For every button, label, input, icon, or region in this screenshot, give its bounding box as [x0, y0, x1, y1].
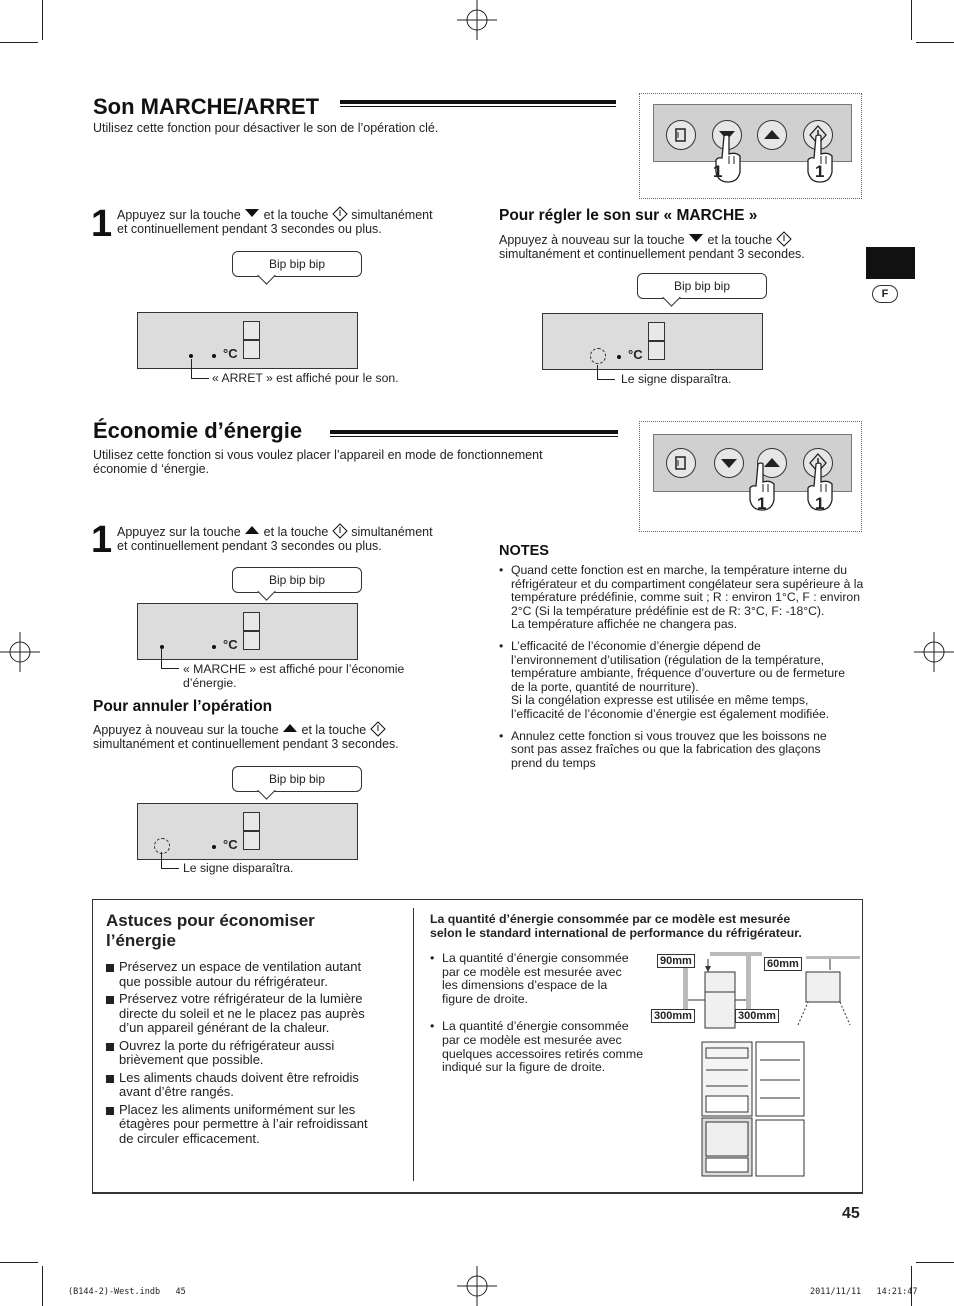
up-triangle-icon — [282, 722, 298, 734]
marche-display — [542, 313, 763, 370]
cancel-line2: simultanément et continuellement pendant 3 secondes. — [93, 737, 399, 751]
notes-list — [499, 564, 864, 770]
marche-line1a: Appuyez à nouveau sur la touche — [499, 233, 685, 247]
note-line: Annulez cette fonction si vous trouvez que les boissons ne — [511, 728, 827, 743]
eco-title-rule-thin — [330, 436, 618, 437]
tip-line: Ouvrez la porte du réfrigérateur aussi — [119, 1037, 335, 1053]
registration-mark-left — [0, 630, 44, 674]
note-item: • Quand cette fonction est en marche, la température interne du réfrigérateur et du compartiment congélateur sera supérieure à la température prédéfinie, comme suit ; R : environ 1°C, F : environ 2°C (Si la température prédéfinie est de R: 3°C, F: -18°C). La température affichée ne changera pas. — [499, 563, 864, 632]
cancel-caption: Le signe disparaîtra. — [183, 861, 294, 875]
son-caption-leader-h — [191, 378, 209, 379]
cancel-caption-leader-h — [161, 868, 179, 869]
up-button-icon — [757, 120, 787, 150]
panel-step-label: 1 — [757, 494, 767, 513]
son-caption: « ARRET » est affiché pour le son. — [212, 371, 399, 385]
side-tab-block — [866, 247, 915, 279]
tip-line: Préservez un espace de ventilation autant — [119, 959, 362, 974]
registration-mark-top — [455, 0, 499, 44]
eco-caption-line2: d’énergie. — [183, 676, 237, 690]
son-step-line1c: simultanément — [351, 208, 433, 222]
son-marche-heading: Pour régler le son sur « MARCHE » — [499, 207, 758, 224]
eco-step-text — [117, 523, 487, 553]
tip-line: La quantité d’énergie consommée — [442, 1019, 629, 1034]
son-step-text — [117, 206, 487, 236]
tip-line: Placez les aliments uniformément sur les — [119, 1101, 356, 1117]
registration-mark-right — [910, 630, 954, 674]
tip-line: les dimensions d’espace de la — [442, 978, 608, 993]
note-line: l’environnement d’utilisation (régulation de la température, — [511, 652, 824, 667]
page-number: 45 — [842, 1205, 860, 1222]
tips-divider — [413, 908, 414, 1181]
tip-line: Préservez votre réfrigérateur de la lumière — [119, 991, 363, 1006]
tip-line: par ce modèle est mesurée avec — [442, 964, 622, 979]
tip-line: brièvement que possible. — [119, 1052, 264, 1067]
eco-step-line1b: et la touche — [263, 525, 329, 539]
cancel-bip-bubble: Bip bip bip — [232, 766, 362, 792]
son-title-rule — [340, 100, 616, 104]
tips-title — [106, 911, 315, 951]
dim-label-top: 90mm — [657, 954, 695, 968]
marche-line1b: et la touche — [707, 233, 773, 247]
eco-intro — [93, 448, 613, 476]
note-line: Quand cette fonction est en marche, la température interne du — [511, 563, 848, 577]
note-line: réfrigérateur et du compartiment congélateur sera supérieure à la — [511, 576, 864, 591]
note-line: température ambiante, fréquence d’ouverture ou de fermeture — [511, 666, 845, 681]
son-step-line1b: et la touche — [263, 208, 329, 222]
tips-list — [106, 960, 406, 1146]
eco-caption — [183, 662, 404, 690]
son-step-line2: et continuellement pendant 3 secondes ou plus. — [117, 222, 382, 236]
son-step-line1a: Appuyez sur la touche — [117, 208, 241, 222]
marche-caption: Le signe disparaîtra. — [621, 372, 732, 386]
tips-right-list — [430, 952, 655, 1075]
note-line: température prédéfinie, comme suit ; R : environ 1°C, F : environ — [511, 590, 860, 605]
note-line: 2°C (Si la température prédéfinie est de R: 3°C, F: -18°C). — [511, 603, 825, 618]
notes-heading: NOTES — [499, 543, 549, 559]
son-step-number: 1 — [91, 203, 113, 245]
note-item: • Annulez cette fonction si vous trouvez que les boissons ne sont pas assez fraîches ou que la fabrication des glaçons prend du temps — [499, 728, 827, 770]
tip-item — [106, 1039, 406, 1068]
note-line: de la porte, quantité de nourriture). — [511, 679, 699, 694]
tip-line: Les aliments chauds doivent être refroidis — [119, 1069, 359, 1085]
eco-intro-line2: économie d ‘énergie. — [93, 462, 210, 476]
tip-line: indiqué sur la figure de droite. — [442, 1060, 606, 1075]
express-key-icon — [332, 523, 348, 539]
note-line: l’efficacité de l’économie d’énergie est également modifiée. — [511, 706, 830, 721]
tips-right-heading — [430, 912, 802, 940]
panel-step-label: 1 — [815, 162, 825, 181]
tip-line: étagères pour permettre à l’air refroidissant — [119, 1116, 368, 1131]
eco-display — [137, 603, 358, 660]
tip-item — [106, 992, 406, 1036]
degree-unit: °C — [628, 347, 643, 362]
degree-unit: °C — [223, 346, 238, 361]
cancel-caption-leader — [161, 852, 162, 868]
door-alarm-button-icon — [666, 448, 696, 478]
eco-intro-line1: Utilisez cette fonction si vous voulez placer l’appareil en mode de fonctionnement — [93, 448, 543, 462]
eco-cancel-text — [93, 721, 473, 751]
tip-line: par ce modèle est mesurée avec — [442, 1032, 622, 1047]
son-control-panel — [639, 93, 862, 199]
marche-line2: simultanément et continuellement pendant 3 secondes. — [499, 247, 805, 261]
tip-item — [106, 1071, 406, 1100]
eco-title: Économie d’énergie — [93, 418, 303, 443]
panel-step-label: 1 — [713, 162, 723, 181]
registration-mark-bottom — [455, 1262, 499, 1306]
fridge-interior-diagram — [700, 1040, 808, 1180]
eco-step-line2: et continuellement pendant 3 secondes ou plus. — [117, 539, 382, 553]
eco-caption-leader — [161, 648, 162, 668]
eco-caption-line1: « MARCHE » est affiché pour l’économie — [183, 662, 405, 676]
eco-control-panel — [639, 421, 862, 532]
tip-line: avant d’être rangés. — [119, 1084, 234, 1099]
eco-step-number: 1 — [91, 519, 113, 561]
eco-bip-bubble: Bip bip bip — [232, 567, 362, 593]
footer-timestamp: 2011/11/11 14:21:47 — [810, 1287, 918, 1297]
down-triangle-icon — [688, 232, 704, 244]
son-bip-bubble: Bip bip bip — [232, 251, 362, 277]
son-display — [137, 312, 358, 369]
son-intro: Utilisez cette fonction pour désactiver le son de l’opération clé. — [93, 121, 439, 135]
eco-cancel-heading: Pour annuler l’opération — [93, 698, 273, 715]
panel-step-label: 1 — [815, 494, 825, 513]
tip-line: que possible autour du réfrigérateur. — [119, 973, 328, 989]
note-line: sont pas assez fraîches ou que la fabrication des glaçons — [511, 742, 821, 757]
eco-title-rule — [330, 430, 618, 434]
express-key-icon — [370, 721, 386, 737]
side-tab-label: F — [872, 285, 898, 303]
tip-line: directe du soleil et ne le placez pas auprès — [119, 1005, 365, 1021]
down-triangle-icon — [244, 207, 260, 219]
up-triangle-icon — [244, 524, 260, 536]
tip-item — [106, 1103, 406, 1147]
dashed-circle-icon — [590, 348, 606, 364]
tip-line: de circuler efficacement. — [119, 1130, 260, 1146]
note-line: prend du temps — [511, 755, 596, 770]
tip-item — [106, 960, 406, 989]
tips-right-heading-line1: La quantité d’énergie consommée par ce modèle est mesurée — [430, 912, 791, 926]
tips-right-item: • La quantité d’énergie consommée par ce modèle est mesurée avec les dimensions d’espace de la figure de droite. — [430, 951, 629, 1006]
eco-step-line1a: Appuyez sur la touche — [117, 525, 241, 539]
note-item: • L’efficacité de l’économie d’énergie dépend de l’environnement d’utilisation (régulation de la température, température ambiante, fréquence d’ouverture ou de fermeture de la porte, quantité de nourriture). Si la congélation expresse est utilisée en même temps, l’efficacité de l’économie d’énergie est également modifiée. — [499, 638, 845, 721]
tips-title-line1: Astuces pour économiser — [106, 911, 315, 930]
dim-label-right: 300mm — [735, 1009, 779, 1023]
tip-line: figure de droite. — [442, 991, 529, 1006]
degree-unit: °C — [223, 637, 238, 652]
footer-file: (B144-2)-West.indb 45 — [68, 1287, 186, 1297]
cancel-line1a: Appuyez à nouveau sur la touche — [93, 723, 279, 737]
tip-line: La quantité d’énergie consommée — [442, 951, 629, 965]
note-line: L’efficacité de l’économie d’énergie dépend de — [511, 638, 761, 653]
cancel-display — [137, 803, 358, 860]
marche-caption-leader — [597, 365, 598, 379]
down-button-icon — [714, 448, 744, 478]
tips-title-line2: l’énergie — [106, 931, 176, 950]
son-marche-text — [499, 231, 859, 261]
note-line: La température affichée ne changera pas. — [511, 617, 738, 632]
dashed-circle-icon — [154, 838, 170, 854]
marche-caption-leader-h — [597, 379, 615, 380]
door-alarm-button-icon — [666, 120, 696, 150]
marche-bip-bubble: Bip bip bip — [637, 273, 767, 299]
cancel-line1b: et la touche — [301, 723, 367, 737]
tip-line: d’un appareil générant de la chaleur. — [119, 1020, 330, 1035]
son-title-rule-thin — [340, 106, 616, 107]
tips-right-heading-line2: selon le standard international de performance du réfrigérateur. — [430, 926, 802, 940]
tips-right-item: • La quantité d’énergie consommée par ce modèle est mesurée avec quelques accessoires retirés comme indiqué sur la figure de droite. — [430, 1019, 644, 1075]
express-key-icon — [776, 231, 792, 247]
dim-label-ceiling: 60mm — [764, 957, 802, 971]
son-title: Son MARCHE/ARRET — [93, 94, 320, 119]
express-key-icon — [332, 206, 348, 222]
eco-caption-leader-h — [161, 668, 179, 669]
dim-label-left: 300mm — [651, 1009, 695, 1023]
degree-unit: °C — [223, 837, 238, 852]
note-line: Si la congélation expresse est utilisée en même temps, — [511, 693, 809, 708]
son-caption-leader — [191, 359, 192, 378]
tip-line: quelques accessoires retirés comme — [442, 1046, 644, 1061]
eco-step-line1c: simultanément — [351, 525, 433, 539]
